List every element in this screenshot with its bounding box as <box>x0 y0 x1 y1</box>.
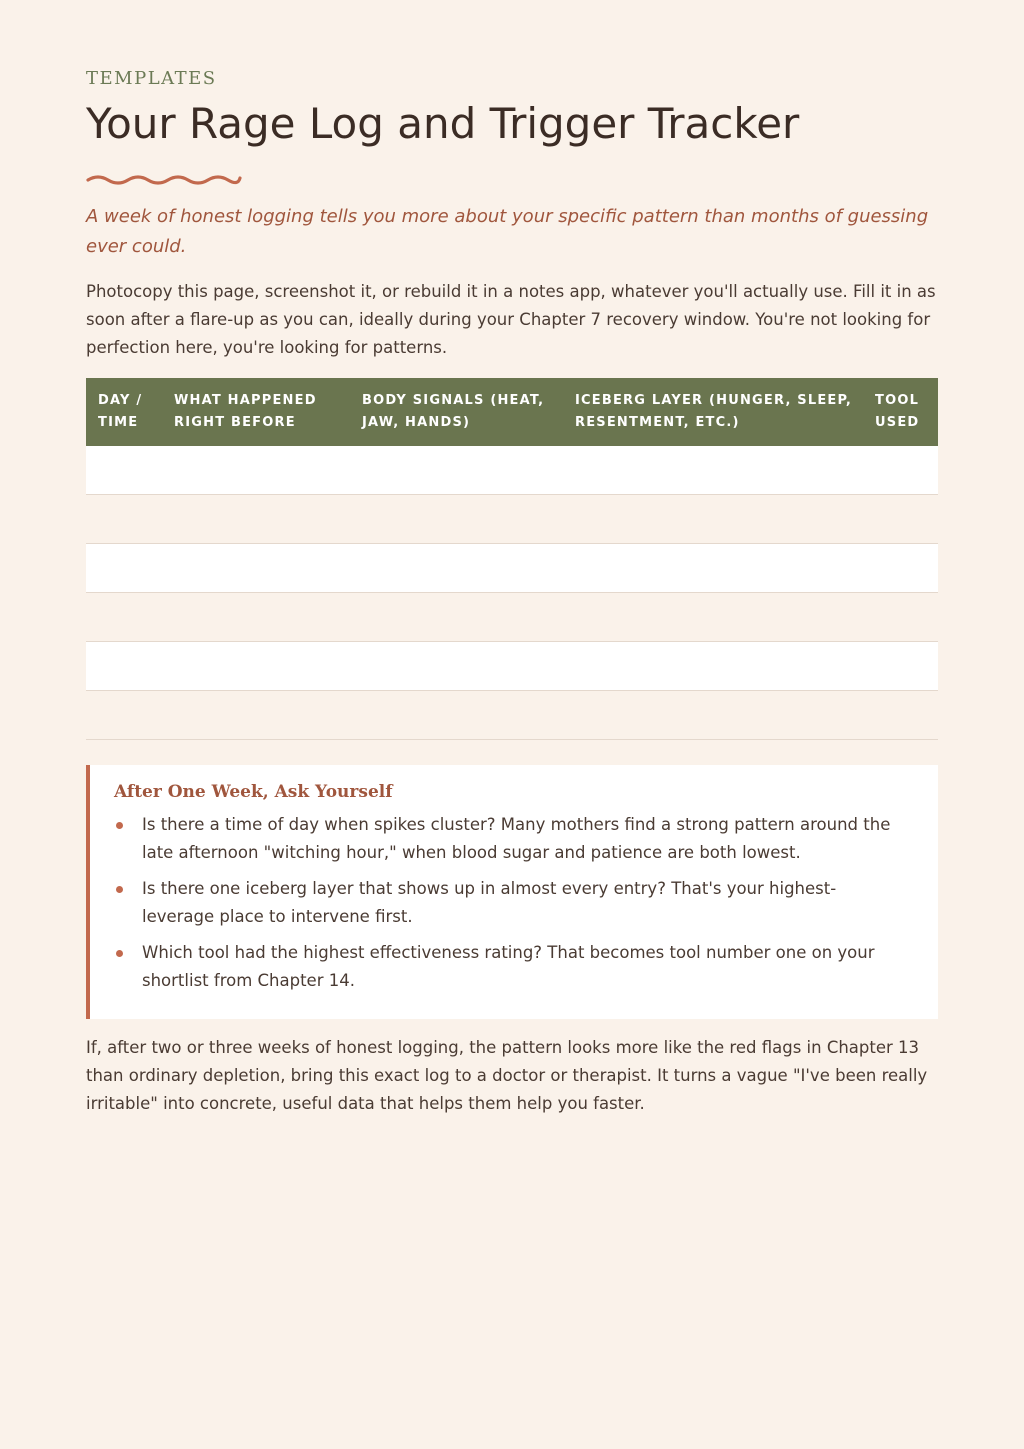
table-cell[interactable] <box>162 593 350 642</box>
reflection-list <box>114 811 908 995</box>
table-cell[interactable] <box>86 544 162 593</box>
column-header-day-time: DAY / TIME <box>86 378 162 446</box>
table-row <box>86 446 938 495</box>
table-cell[interactable] <box>86 691 162 740</box>
list-item <box>114 811 908 867</box>
table-row <box>86 593 938 642</box>
table-cell[interactable] <box>162 446 350 495</box>
table-cell[interactable] <box>863 691 938 740</box>
closing-paragraph: If, after two or three weeks of honest logging, the pattern looks more like the red flags in Chapter 13 than ordinary depletion, bring this exact log to a doctor or therapist. It turns a vague "I've been really irritable" into concrete, useful data that helps them help you faster. <box>86 1038 928 1113</box>
list-item-text: Is there a time of day when spikes cluster? Many mothers find a strong pattern around the late afternoon "witching hour," when blood sugar and patience are both lowest. <box>142 815 891 862</box>
column-header-what-happened: WHAT HAPPENED RIGHT BEFORE <box>162 378 350 446</box>
reflection-callout <box>86 765 938 1019</box>
squiggle-divider-icon <box>86 170 242 190</box>
table-cell[interactable] <box>86 446 162 495</box>
table-cell[interactable] <box>162 544 350 593</box>
table-cell[interactable] <box>86 642 162 691</box>
table-cell[interactable] <box>563 593 863 642</box>
table-cell[interactable] <box>350 691 563 740</box>
column-header-iceberg-layer: ICEBERG LAYER (HUNGER, SLEEP, RESENTMENT, ETC.) <box>563 378 863 446</box>
table-cell[interactable] <box>863 593 938 642</box>
table-cell[interactable] <box>563 544 863 593</box>
table-cell[interactable] <box>563 642 863 691</box>
list-item <box>114 875 908 931</box>
table-cell[interactable] <box>350 544 563 593</box>
bullet-dot-icon <box>116 886 123 893</box>
column-header-body-signals: BODY SIGNALS (HEAT, JAW, HANDS) <box>350 378 563 446</box>
section-eyebrow: TEMPLATES <box>86 68 217 89</box>
bullet-dot-icon <box>116 822 123 829</box>
table-cell[interactable] <box>563 446 863 495</box>
callout-title: After One Week, Ask Yourself <box>114 782 393 802</box>
table-row <box>86 691 938 740</box>
table-cell[interactable] <box>86 495 162 544</box>
list-item <box>114 939 908 995</box>
table-cell[interactable] <box>563 691 863 740</box>
table-cell[interactable] <box>350 593 563 642</box>
table-cell[interactable] <box>863 642 938 691</box>
bullet-dot-icon <box>116 950 123 957</box>
table-cell[interactable] <box>86 593 162 642</box>
table-cell[interactable] <box>350 495 563 544</box>
lede-text: A week of honest logging tells you more about your specific pattern than months of guessing ever could. <box>86 206 929 257</box>
rage-log-table <box>86 378 938 740</box>
table-cell[interactable] <box>563 495 863 544</box>
intro-paragraph: Photocopy this page, screenshot it, or rebuild it in a notes app, whatever you'll actually use. Fill it in as soon after a flare-up as you can, ideally during your Chapter 7 recovery window. You're not looking for perfection here, you're looking for patterns. <box>86 282 936 357</box>
table-cell[interactable] <box>863 495 938 544</box>
table-cell[interactable] <box>350 642 563 691</box>
table-cell[interactable] <box>863 544 938 593</box>
list-item-text: Is there one iceberg layer that shows up in almost every entry? That's your highest-leverage place to intervene first. <box>142 879 837 926</box>
table-cell[interactable] <box>162 642 350 691</box>
table-cell[interactable] <box>863 446 938 495</box>
table-row <box>86 544 938 593</box>
column-header-tool-used: TOOL USED <box>863 378 938 446</box>
list-item-text: Which tool had the highest effectiveness rating? That becomes tool number one on your shortlist from Chapter 14. <box>142 943 875 990</box>
table-row <box>86 495 938 544</box>
table-cell[interactable] <box>162 691 350 740</box>
table-row <box>86 642 938 691</box>
table-header-row <box>86 378 938 446</box>
table-cell[interactable] <box>350 446 563 495</box>
table-cell[interactable] <box>162 495 350 544</box>
page-title: Your Rage Log and Trigger Tracker <box>86 99 800 148</box>
